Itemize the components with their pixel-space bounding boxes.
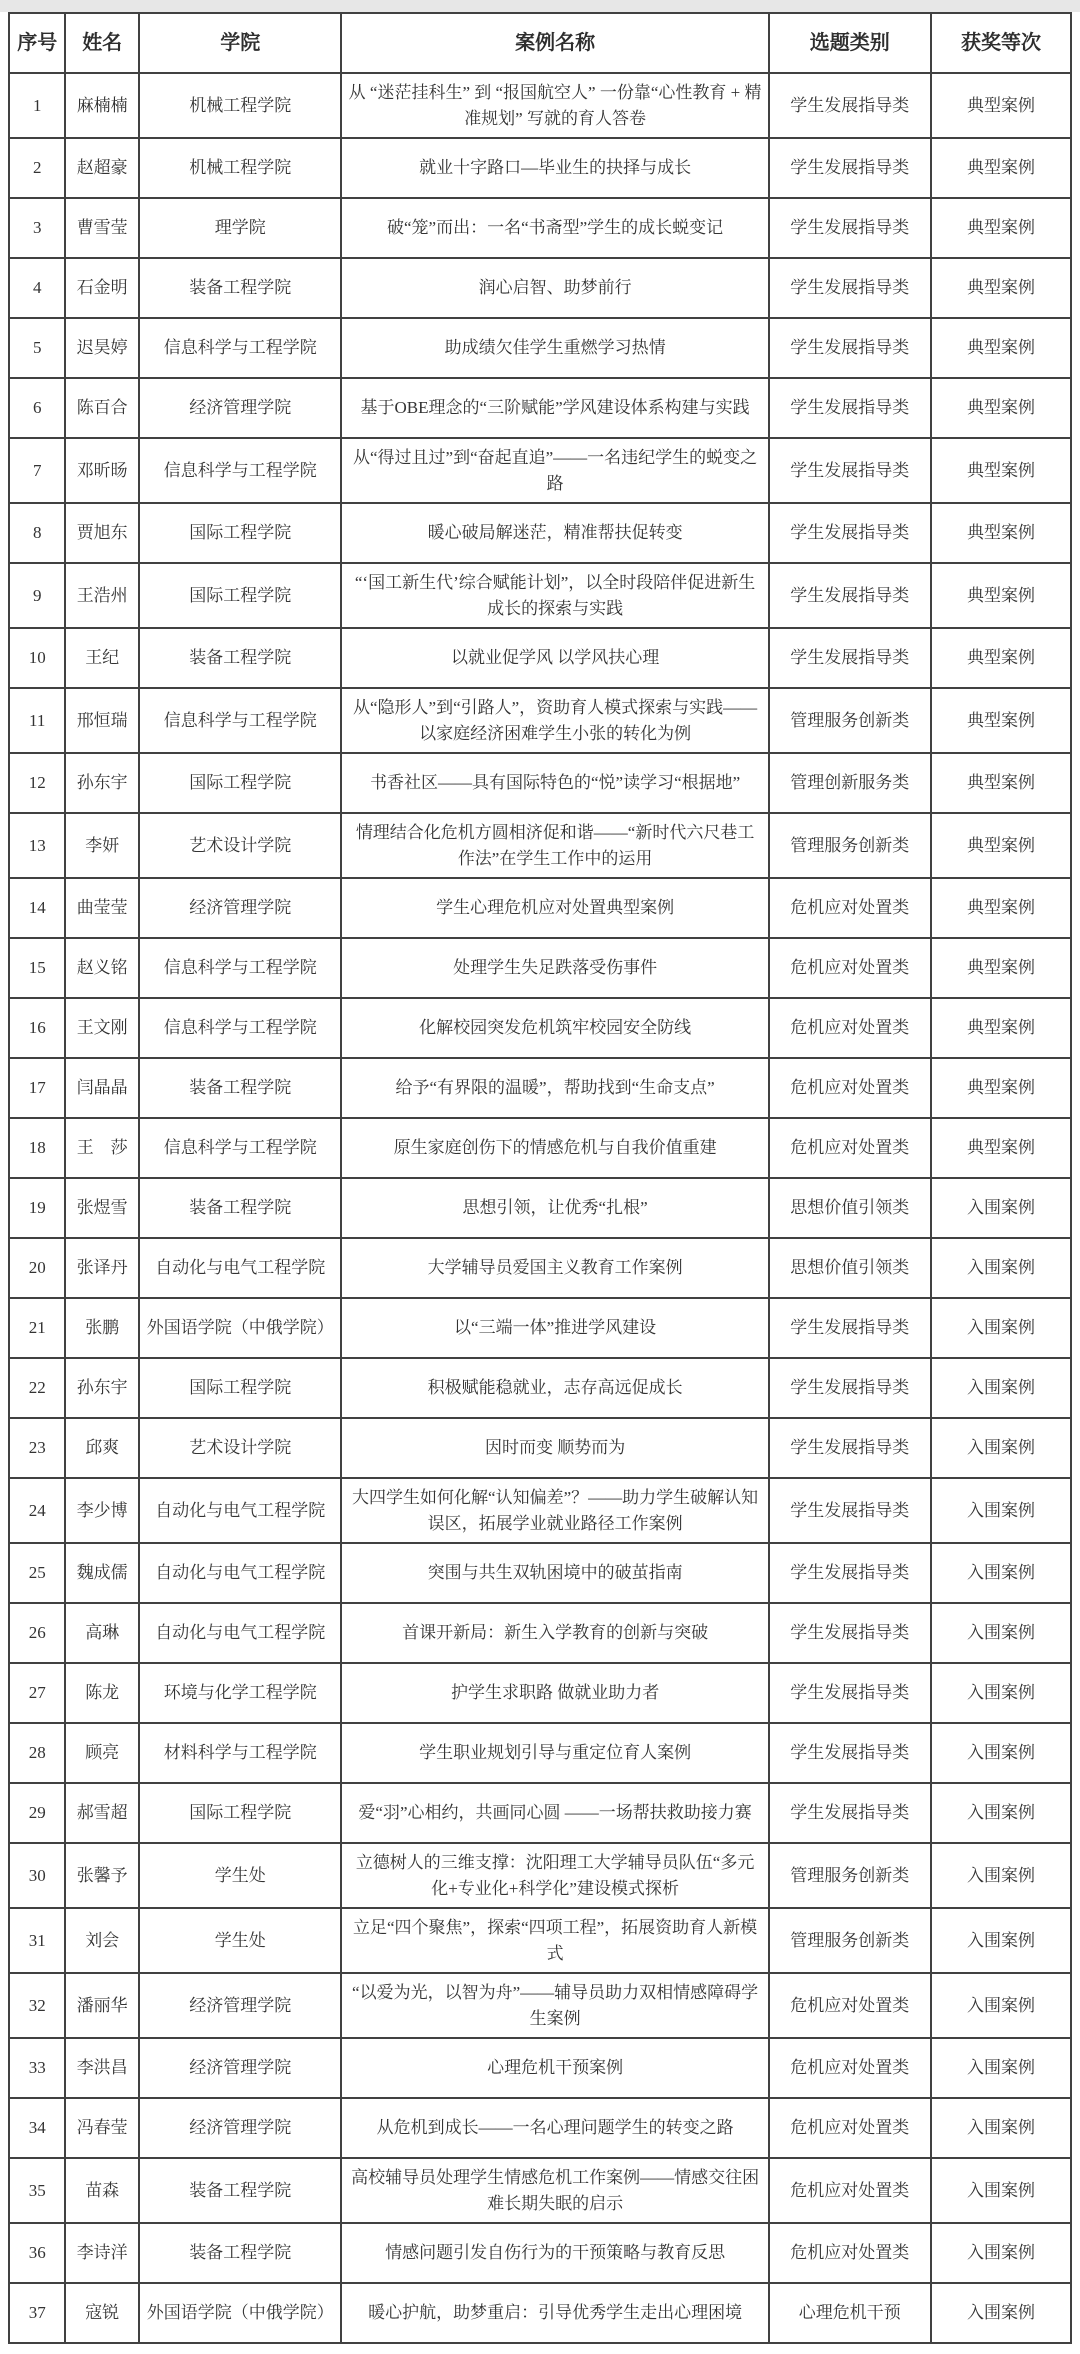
table-row [9,688,1071,753]
cell-name: 邱爽 [65,1418,139,1478]
table-row [9,1358,1071,1418]
cell-case_title: 暖心护航，助梦重启：引导优秀学生走出心理困境 [341,2283,768,2343]
table-row [9,258,1071,318]
cell-award_level: 典型案例 [931,258,1071,318]
cell-case_title: “以爱为光，以智为舟”——辅导员助力双相情感障碍学生案例 [341,1973,768,2038]
cell-award_level: 入围案例 [931,2098,1071,2158]
cell-award_level: 入围案例 [931,2038,1071,2098]
cell-name: 曹雪莹 [65,198,139,258]
cell-name: 潘丽华 [65,1973,139,2038]
cell-case_title: 突围与共生双轨困境中的破茧指南 [341,1543,768,1603]
cell-index: 16 [9,998,65,1058]
cell-case_title: 就业十字路口—毕业生的抉择与成长 [341,138,768,198]
cell-index: 3 [9,198,65,258]
table-row [9,1543,1071,1603]
cell-award_level: 入围案例 [931,1178,1071,1238]
table-row [9,1298,1071,1358]
cell-case_title: 助成绩欠佳学生重燃学习热情 [341,318,768,378]
cell-topic_category: 学生发展指导类 [769,503,931,563]
cell-topic_category: 危机应对处置类 [769,2098,931,2158]
cell-college: 艺术设计学院 [139,1418,342,1478]
cell-college: 信息科学与工程学院 [139,318,342,378]
cell-case_title: 立足“四个聚焦”，探索“四项工程”，拓展资助育人新模式 [341,1908,768,1973]
cell-name: 邢恒瑞 [65,688,139,753]
cell-topic_category: 学生发展指导类 [769,318,931,378]
cell-topic_category: 学生发展指导类 [769,1298,931,1358]
cell-college: 装备工程学院 [139,258,342,318]
table-row [9,938,1071,998]
cell-topic_category: 危机应对处置类 [769,938,931,998]
cell-award_level: 典型案例 [931,138,1071,198]
cell-case_title: 思想引领，让优秀“扎根” [341,1178,768,1238]
cell-index: 37 [9,2283,65,2343]
cell-index: 23 [9,1418,65,1478]
cell-college: 自动化与电气工程学院 [139,1603,342,1663]
cell-name: 石金明 [65,258,139,318]
cell-topic_category: 危机应对处置类 [769,2158,931,2223]
cell-topic_category: 学生发展指导类 [769,1418,931,1478]
cell-topic_category: 危机应对处置类 [769,1118,931,1178]
cell-college: 经济管理学院 [139,878,342,938]
cell-name: 李洪昌 [65,2038,139,2098]
table-row [9,813,1071,878]
cell-index: 25 [9,1543,65,1603]
cell-case_title: 书香社区——具有国际特色的“悦”读学习“根据地” [341,753,768,813]
cell-index: 11 [9,688,65,753]
cell-award_level: 入围案例 [931,2283,1071,2343]
table-row [9,1238,1071,1298]
cell-topic_category: 管理服务创新类 [769,1908,931,1973]
bottom-padding [0,2344,1080,2354]
table-row [9,1178,1071,1238]
cell-index: 4 [9,258,65,318]
cell-college: 信息科学与工程学院 [139,938,342,998]
cell-case_title: 立德树人的三维支撑：沈阳理工大学辅导员队伍“多元化+专业化+科学化”建设模式探析 [341,1843,768,1908]
cell-award_level: 典型案例 [931,438,1071,503]
table-row [9,878,1071,938]
cell-topic_category: 思想价值引领类 [769,1178,931,1238]
table-row [9,1603,1071,1663]
cell-college: 机械工程学院 [139,138,342,198]
cell-case_title: 从“隐形人”到“引路人”，资助育人模式探索与实践——以家庭经济困难学生小张的转化为例 [341,688,768,753]
cell-award_level: 入围案例 [931,1908,1071,1973]
cell-index: 24 [9,1478,65,1543]
cell-name: 孙东宇 [65,1358,139,1418]
cell-college: 装备工程学院 [139,2223,342,2283]
cell-award_level: 典型案例 [931,318,1071,378]
cell-college: 装备工程学院 [139,628,342,688]
cell-college: 自动化与电气工程学院 [139,1478,342,1543]
cell-case_title: 化解校园突发危机筑牢校园安全防线 [341,998,768,1058]
cell-college: 自动化与电气工程学院 [139,1238,342,1298]
cell-index: 5 [9,318,65,378]
cell-case_title: 情感问题引发自伤行为的干预策略与教育反思 [341,2223,768,2283]
table-row [9,1783,1071,1843]
cell-case_title: 护学生求职路 做就业助力者 [341,1663,768,1723]
cell-college: 信息科学与工程学院 [139,998,342,1058]
table-head [9,13,1071,73]
column-header-name: 姓名 [65,13,139,73]
award-cases-table [8,12,1072,2344]
cell-name: 曲莹莹 [65,878,139,938]
cell-index: 8 [9,503,65,563]
cell-case_title: 大四学生如何化解“认知偏差”？——助力学生破解认知误区，拓展学业就业路径工作案例 [341,1478,768,1543]
cell-college: 经济管理学院 [139,378,342,438]
cell-award_level: 入围案例 [931,1298,1071,1358]
cell-name: 冯春莹 [65,2098,139,2158]
cell-award_level: 入围案例 [931,1358,1071,1418]
cell-topic_category: 危机应对处置类 [769,2223,931,2283]
table-row [9,1663,1071,1723]
cell-award_level: 入围案例 [931,1843,1071,1908]
cell-award_level: 典型案例 [931,563,1071,628]
cell-name: 王浩州 [65,563,139,628]
cell-award_level: 入围案例 [931,2158,1071,2223]
cell-award_level: 入围案例 [931,1418,1071,1478]
cell-case_title: 学生心理危机应对处置典型案例 [341,878,768,938]
cell-index: 29 [9,1783,65,1843]
cell-case_title: 大学辅导员爱国主义教育工作案例 [341,1238,768,1298]
cell-topic_category: 危机应对处置类 [769,998,931,1058]
cell-topic_category: 思想价值引领类 [769,1238,931,1298]
cell-college: 信息科学与工程学院 [139,1118,342,1178]
cell-index: 17 [9,1058,65,1118]
table-row [9,503,1071,563]
cell-topic_category: 学生发展指导类 [769,1663,931,1723]
cell-index: 31 [9,1908,65,1973]
cell-index: 15 [9,938,65,998]
cell-index: 21 [9,1298,65,1358]
cell-topic_category: 管理服务创新类 [769,813,931,878]
cell-name: 麻楠楠 [65,73,139,138]
column-header-topic_category: 选题类别 [769,13,931,73]
cell-college: 材料科学与工程学院 [139,1723,342,1783]
cell-case_title: 爱“羽”心相约，共画同心圆 ——一场帮扶救助接力赛 [341,1783,768,1843]
table-body [9,73,1071,2343]
cell-college: 国际工程学院 [139,503,342,563]
cell-college: 经济管理学院 [139,2098,342,2158]
cell-award_level: 典型案例 [931,878,1071,938]
cell-topic_category: 危机应对处置类 [769,1973,931,2038]
cell-topic_category: 学生发展指导类 [769,628,931,688]
cell-college: 艺术设计学院 [139,813,342,878]
column-header-college: 学院 [139,13,342,73]
cell-college: 经济管理学院 [139,1973,342,2038]
cell-college: 信息科学与工程学院 [139,438,342,503]
cell-award_level: 典型案例 [931,688,1071,753]
cell-index: 32 [9,1973,65,2038]
table-row [9,138,1071,198]
table-row [9,998,1071,1058]
table-row [9,2038,1071,2098]
table-row [9,628,1071,688]
cell-college: 信息科学与工程学院 [139,688,342,753]
cell-case_title: 情理结合化危机方圆相济促和谐——“新时代六尺巷工作法”在学生工作中的运用 [341,813,768,878]
cell-college: 国际工程学院 [139,753,342,813]
table-row [9,198,1071,258]
cell-name: 孙东宇 [65,753,139,813]
cell-college: 国际工程学院 [139,1783,342,1843]
cell-case_title: 处理学生失足跌落受伤事件 [341,938,768,998]
cell-index: 10 [9,628,65,688]
cell-name: 李妍 [65,813,139,878]
cell-case_title: 基于OBE理念的“三阶赋能”学风建设体系构建与实践 [341,378,768,438]
table-row [9,318,1071,378]
cell-index: 28 [9,1723,65,1783]
table-row [9,2283,1071,2343]
cell-award_level: 入围案例 [931,1603,1071,1663]
cell-index: 34 [9,2098,65,2158]
cell-college: 外国语学院（中俄学院） [139,1298,342,1358]
cell-topic_category: 学生发展指导类 [769,258,931,318]
table-row [9,378,1071,438]
cell-name: 邓昕旸 [65,438,139,503]
cell-name: 张馨予 [65,1843,139,1908]
cell-award_level: 典型案例 [931,198,1071,258]
cell-award_level: 入围案例 [931,1543,1071,1603]
cell-name: 贾旭东 [65,503,139,563]
table-row [9,1723,1071,1783]
cell-case_title: 以“三端一体”推进学风建设 [341,1298,768,1358]
table-row [9,1478,1071,1543]
cell-case_title: 给予“有界限的温暖”，帮助找到“生命支点” [341,1058,768,1118]
cell-award_level: 典型案例 [931,813,1071,878]
cell-case_title: 从危机到成长——一名心理问题学生的转变之路 [341,2098,768,2158]
cell-case_title: 暖心破局解迷茫，精准帮扶促转变 [341,503,768,563]
cell-award_level: 入围案例 [931,1238,1071,1298]
cell-topic_category: 学生发展指导类 [769,438,931,503]
table-row [9,2158,1071,2223]
cell-topic_category: 管理服务创新类 [769,1843,931,1908]
cell-award_level: 典型案例 [931,998,1071,1058]
cell-case_title: 润心启智、助梦前行 [341,258,768,318]
cell-topic_category: 学生发展指导类 [769,563,931,628]
cell-name: 王文刚 [65,998,139,1058]
cell-case_title: 破“笼”而出：一名“书斋型”学生的成长蜕变记 [341,198,768,258]
table-row [9,2223,1071,2283]
cell-name: 李少博 [65,1478,139,1543]
cell-award_level: 典型案例 [931,1118,1071,1178]
cell-award_level: 典型案例 [931,753,1071,813]
table-row [9,1418,1071,1478]
cell-college: 外国语学院（中俄学院） [139,2283,342,2343]
cell-name: 寇锐 [65,2283,139,2343]
cell-index: 36 [9,2223,65,2283]
cell-name: 顾亮 [65,1723,139,1783]
cell-index: 33 [9,2038,65,2098]
cell-college: 装备工程学院 [139,2158,342,2223]
cell-topic_category: 学生发展指导类 [769,1603,931,1663]
cell-topic_category: 危机应对处置类 [769,878,931,938]
cell-college: 装备工程学院 [139,1058,342,1118]
table-row [9,73,1071,138]
cell-topic_category: 学生发展指导类 [769,73,931,138]
cell-case_title: 首课开新局：新生入学教育的创新与突破 [341,1603,768,1663]
cell-case_title: 以就业促学风 以学风扶心理 [341,628,768,688]
cell-case_title: 从 “迷茫挂科生” 到 “报国航空人” 一份靠“心性教育 + 精准规划” 写就的育人答卷 [341,73,768,138]
cell-name: 郝雪超 [65,1783,139,1843]
table-row [9,1058,1071,1118]
cell-index: 9 [9,563,65,628]
cell-award_level: 入围案例 [931,1783,1071,1843]
cell-name: 苗森 [65,2158,139,2223]
cell-index: 12 [9,753,65,813]
cell-name: 王纪 [65,628,139,688]
cell-name: 陈百合 [65,378,139,438]
cell-award_level: 典型案例 [931,628,1071,688]
table-row [9,1118,1071,1178]
cell-case_title: 因时而变 顺势而为 [341,1418,768,1478]
cell-index: 35 [9,2158,65,2223]
cell-case_title: 原生家庭创伤下的情感危机与自我价值重建 [341,1118,768,1178]
cell-index: 22 [9,1358,65,1418]
cell-topic_category: 学生发展指导类 [769,1478,931,1543]
cell-award_level: 典型案例 [931,503,1071,563]
cell-index: 18 [9,1118,65,1178]
cell-topic_category: 学生发展指导类 [769,1783,931,1843]
cell-index: 30 [9,1843,65,1908]
table-header-row [9,13,1071,73]
cell-name: 闫晶晶 [65,1058,139,1118]
cell-award_level: 典型案例 [931,938,1071,998]
cell-award_level: 入围案例 [931,1723,1071,1783]
cell-name: 赵超豪 [65,138,139,198]
cell-index: 26 [9,1603,65,1663]
cell-college: 经济管理学院 [139,2038,342,2098]
table-row [9,2098,1071,2158]
cell-award_level: 入围案例 [931,1663,1071,1723]
table-row [9,1843,1071,1908]
cell-case_title: 高校辅导员处理学生情感危机工作案例——情感交往困难长期失眠的启示 [341,2158,768,2223]
column-header-index: 序号 [9,13,65,73]
cell-index: 7 [9,438,65,503]
cell-topic_category: 管理创新服务类 [769,753,931,813]
cell-topic_category: 学生发展指导类 [769,198,931,258]
cell-award_level: 典型案例 [931,378,1071,438]
cell-case_title: 从“得过且过”到“奋起直追”——一名违纪学生的蜕变之路 [341,438,768,503]
cell-college: 装备工程学院 [139,1178,342,1238]
cell-index: 6 [9,378,65,438]
cell-name: 李诗洋 [65,2223,139,2283]
cell-name: 刘会 [65,1908,139,1973]
cell-name: 张译丹 [65,1238,139,1298]
cell-college: 理学院 [139,198,342,258]
table-row [9,753,1071,813]
cell-topic_category: 管理服务创新类 [769,688,931,753]
cell-index: 19 [9,1178,65,1238]
top-strip [0,0,1080,12]
cell-name: 陈龙 [65,1663,139,1723]
cell-college: 学生处 [139,1908,342,1973]
cell-index: 2 [9,138,65,198]
cell-award_level: 入围案例 [931,2223,1071,2283]
cell-college: 国际工程学院 [139,1358,342,1418]
cell-college: 机械工程学院 [139,73,342,138]
cell-index: 20 [9,1238,65,1298]
cell-award_level: 典型案例 [931,73,1071,138]
cell-topic_category: 心理危机干预 [769,2283,931,2343]
table-row [9,1908,1071,1973]
cell-award_level: 典型案例 [931,1058,1071,1118]
cell-name: 迟昊婷 [65,318,139,378]
cell-topic_category: 学生发展指导类 [769,1543,931,1603]
cell-award_level: 入围案例 [931,1973,1071,2038]
cell-index: 13 [9,813,65,878]
cell-college: 国际工程学院 [139,563,342,628]
cell-name: 高琳 [65,1603,139,1663]
cell-topic_category: 学生发展指导类 [769,378,931,438]
column-header-award_level: 获奖等次 [931,13,1071,73]
cell-award_level: 入围案例 [931,1478,1071,1543]
cell-topic_category: 危机应对处置类 [769,2038,931,2098]
cell-case_title: “‘国工新生代’综合赋能计划”，以全时段陪伴促进新生成长的探索与实践 [341,563,768,628]
cell-case_title: 心理危机干预案例 [341,2038,768,2098]
cell-name: 张煜雪 [65,1178,139,1238]
cell-case_title: 学生职业规划引导与重定位育人案例 [341,1723,768,1783]
cell-name: 赵义铭 [65,938,139,998]
cell-college: 学生处 [139,1843,342,1908]
cell-case_title: 积极赋能稳就业，志存高远促成长 [341,1358,768,1418]
cell-name: 王 莎 [65,1118,139,1178]
cell-index: 1 [9,73,65,138]
table-row [9,438,1071,503]
cell-index: 27 [9,1663,65,1723]
cell-topic_category: 学生发展指导类 [769,1723,931,1783]
cell-name: 张鹏 [65,1298,139,1358]
table-row [9,1973,1071,2038]
column-header-case_title: 案例名称 [341,13,768,73]
cell-name: 魏成儒 [65,1543,139,1603]
cell-topic_category: 危机应对处置类 [769,1058,931,1118]
cell-topic_category: 学生发展指导类 [769,1358,931,1418]
cell-topic_category: 学生发展指导类 [769,138,931,198]
cell-index: 14 [9,878,65,938]
table-row [9,563,1071,628]
cell-college: 环境与化学工程学院 [139,1663,342,1723]
cell-college: 自动化与电气工程学院 [139,1543,342,1603]
